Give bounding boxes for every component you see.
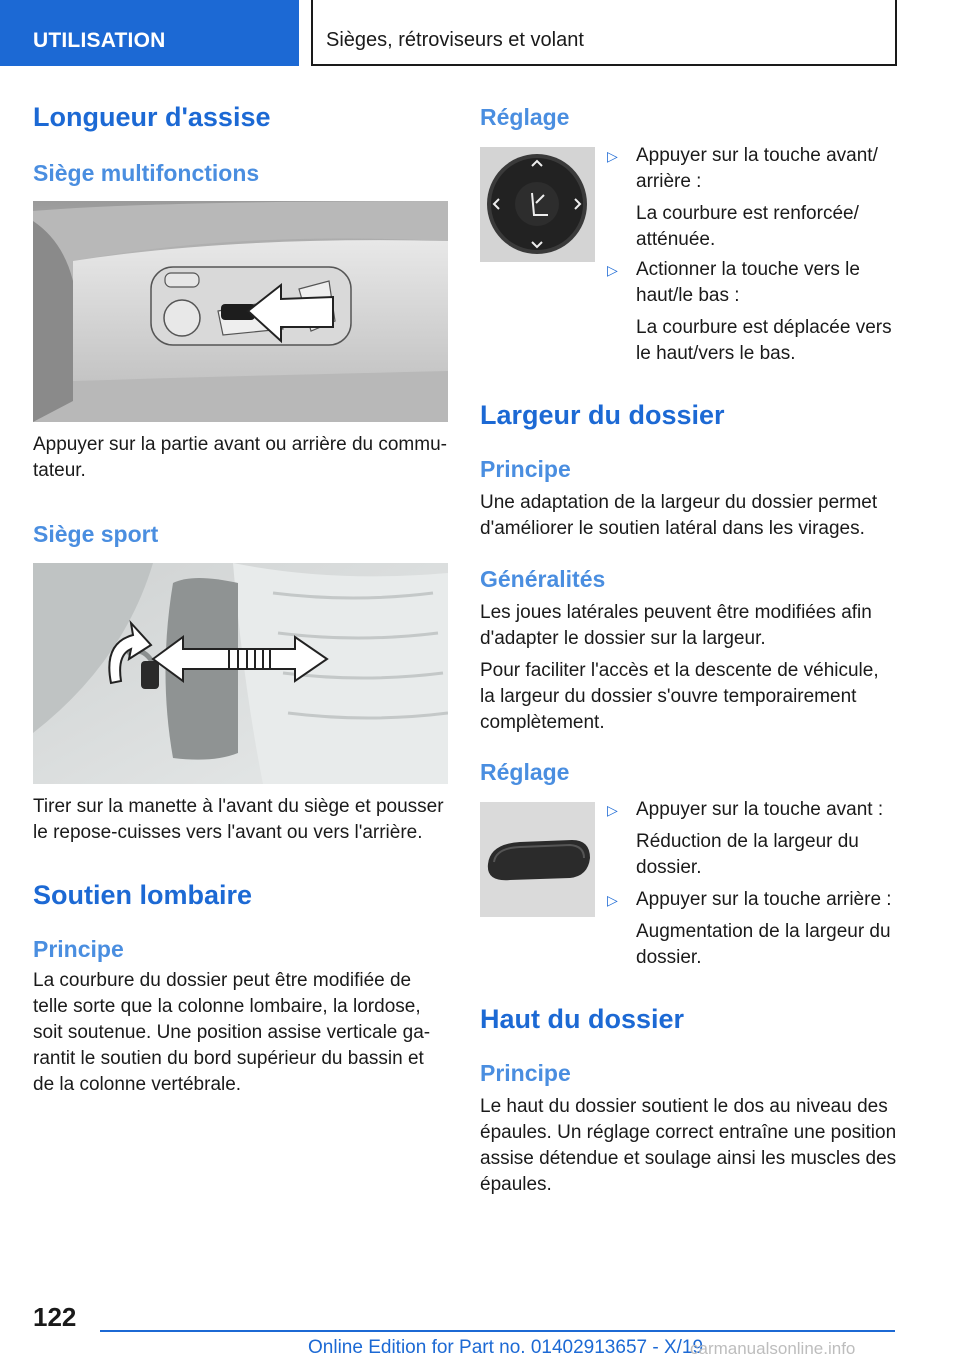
lumbar-control-image	[480, 147, 595, 262]
triangle-bullet-icon: ▷	[607, 892, 618, 908]
page-number: 122	[33, 1302, 77, 1332]
triangle-bullet-icon: ▷	[607, 802, 618, 818]
bullet-1-1-sub: La courbure est renforcée/ atténuée.	[636, 203, 859, 250]
paragraph-haut: Le haut du dossier soutient le dos au niveau des épaules. Un réglage correct entraîne une position assise détendue et soulage ainsi les muscles des épaules.	[480, 1096, 897, 1195]
bullet-2-1: ▷ Appuyer sur la touche avant :	[636, 797, 898, 823]
paragraph-generalites-1: Les joues latérales peuvent être modifiées afin d'adapter le dossier sur la largeur.	[480, 602, 872, 649]
bullet-1-2-sub: La courbure est déplacée vers le haut/vers le bas.	[636, 317, 892, 364]
bullet-2-2-sub: Augmentation de la largeur du dossier.	[636, 921, 891, 968]
footer-divider	[100, 1330, 895, 1332]
subheading-reglage-2: Réglage	[480, 759, 570, 785]
lumbar-control-illustration	[480, 147, 595, 262]
bullet-1-1: ▷ Appuyer sur la touche avant/ arrière :	[607, 145, 878, 192]
paragraph-largeur: Une adaptation de la largeur du dossier permet d'améliorer le soutien latéral dans les virages.	[480, 492, 878, 539]
subheading-principe-2: Principe	[480, 456, 571, 482]
heading-largeur-dossier: Largeur du dossier	[480, 400, 725, 430]
paragraph-generalites-2: Pour faciliter l'accès et la descente de véhicule, la largeur du dossier s'ouvre temporairement complètement.	[480, 660, 879, 733]
subheading-siege-sport: Siège sport	[33, 521, 159, 547]
seat-switch-illustration	[33, 201, 448, 422]
chapter-title: Sièges, rétroviseurs et volant	[326, 29, 584, 51]
sport-seat-illustration	[33, 563, 448, 784]
triangle-bullet-icon: ▷	[607, 262, 618, 278]
width-button-illustration	[480, 802, 595, 917]
paragraph-multifonctions: Appuyer sur la partie avant ou arrière du commu-tateur.	[33, 434, 447, 481]
paragraph-sport: Tirer sur la manette à l'avant du siège et pousser le repose-cuisses vers l'avant ou vers l'arrière.	[33, 796, 444, 843]
sport-seat-image	[33, 563, 448, 784]
heading-soutien-lombaire: Soutien lombaire	[33, 880, 253, 910]
bullet-2-1-sub: Réduction de la largeur du dossier.	[636, 831, 859, 878]
bullet-1-2: ▷ Actionner la touche vers le haut/le bas :	[607, 259, 860, 306]
subheading-generalites: Généralités	[480, 566, 606, 592]
subheading-reglage-1: Réglage	[480, 104, 570, 130]
watermark: carmanualsonline.info	[690, 1339, 856, 1358]
footer-edition: Online Edition for Part no. 01402913657 - X/19	[308, 1337, 704, 1358]
bullet-2-2: ▷ Appuyer sur la touche arrière :	[636, 887, 898, 913]
section-title: UTILISATION	[33, 29, 166, 52]
subheading-principe-3: Principe	[480, 1060, 571, 1086]
triangle-bullet-icon: ▷	[607, 148, 618, 164]
heading-haut-dossier: Haut du dossier	[480, 1004, 685, 1034]
heading-longueur-assise: Longueur d'assise	[33, 102, 271, 132]
subheading-principe: Principe	[33, 936, 124, 962]
seat-switch-image	[33, 201, 448, 422]
paragraph-lombaire: La courbure du dossier peut être modifiée de telle sorte que la colonne lombaire, la lordose, soit soutenue. Une position assise verticale ga-rantit le soutien du bord supérieur du bassin et de la colonne vertébrale.	[33, 970, 431, 1095]
subheading-siege-multifonctions: Siège multifonctions	[33, 160, 260, 186]
section-tab	[0, 0, 299, 66]
width-button-image	[480, 802, 595, 917]
chapter-tab	[311, 0, 897, 66]
